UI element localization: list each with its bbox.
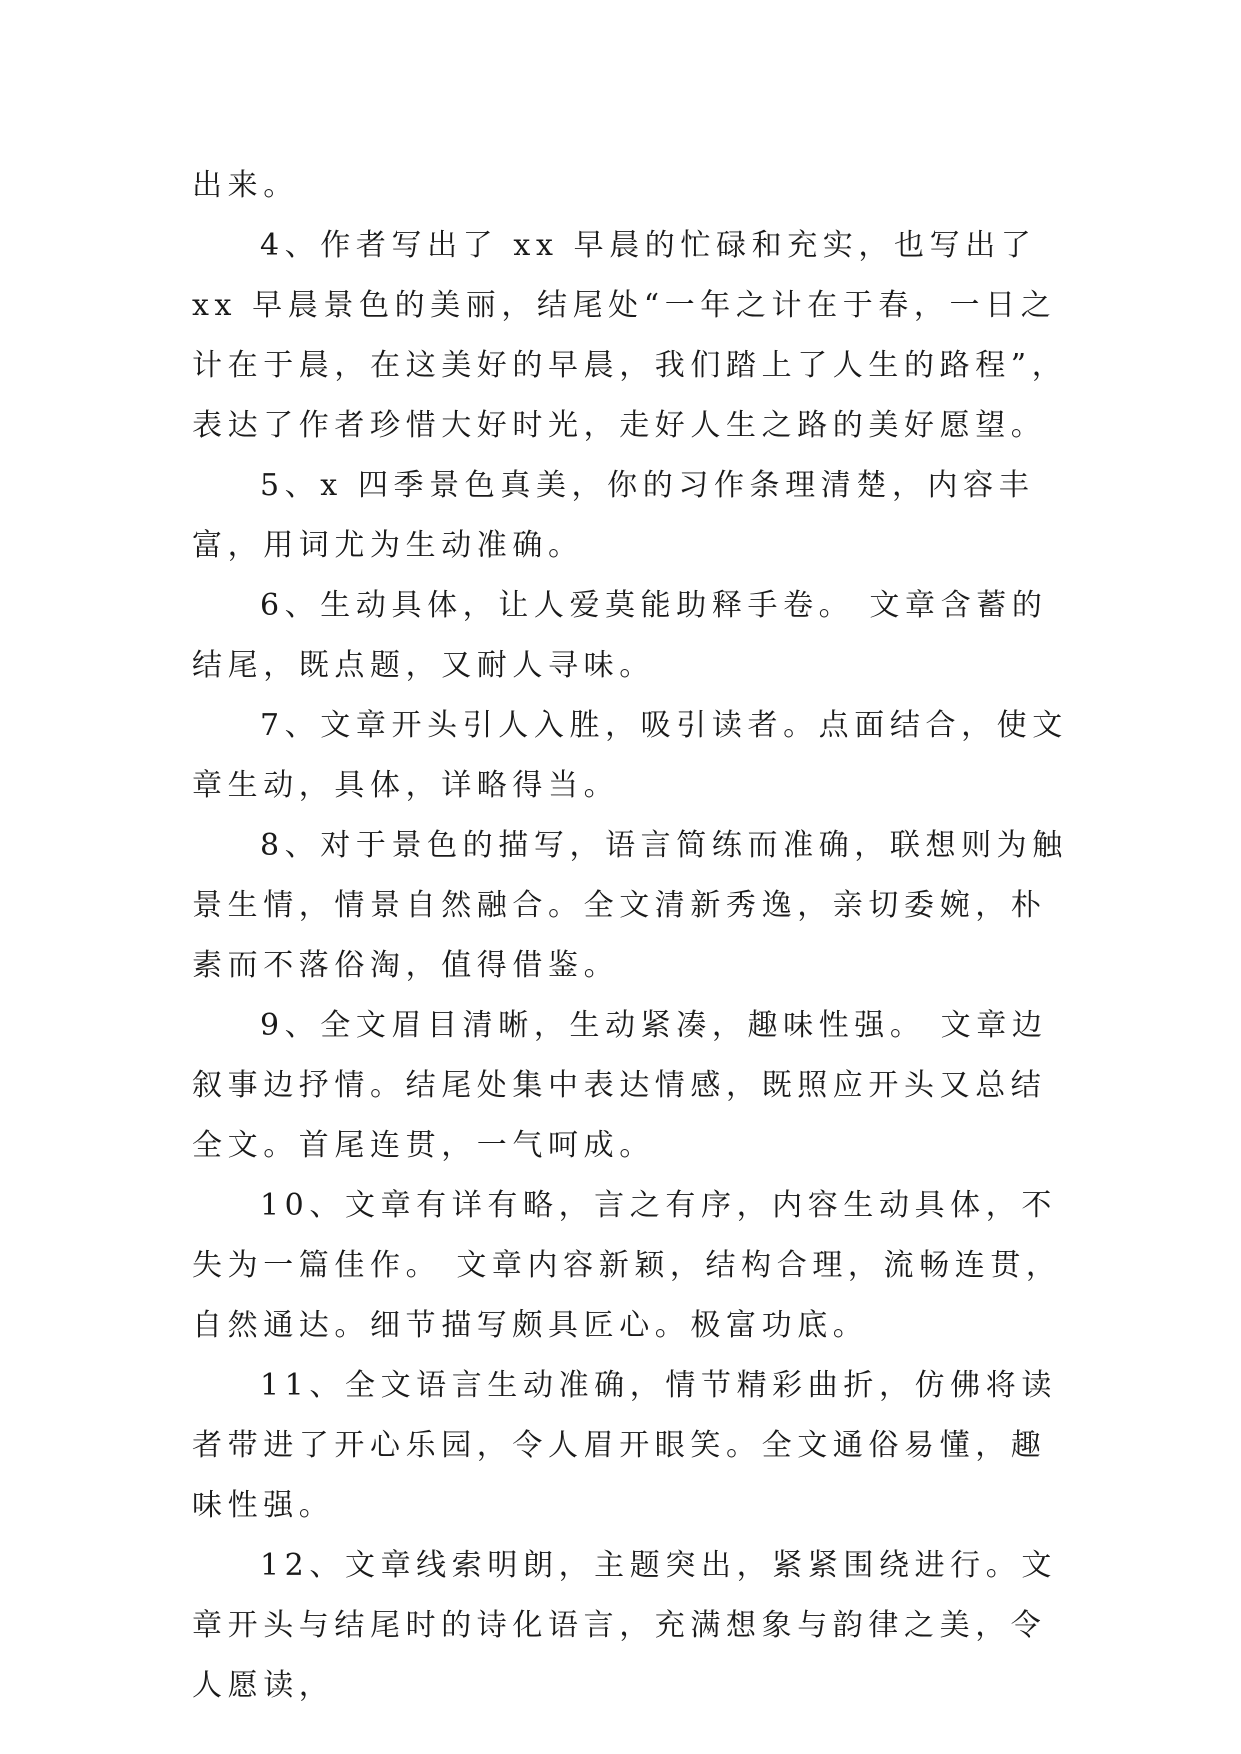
paragraph-item-8: 8、对于景色的描写，语言简练而准确，联想则为触景生情，情景自然融合。全文清新秀逸，亲切委婉，朴素而不落俗淘，值得借鉴。 (192, 828, 1068, 983)
paragraph-item-6: 6、生动具体，让人爱莫能助释手卷。 文章含蓄的结尾，既点题，又耐人寻味。 (192, 588, 1048, 683)
body-text (192, 156, 1072, 1716)
paragraph-item-4: 4、作者写出了 xx 早晨的忙碌和充实，也写出了 xx 早晨景色的美丽，结尾处“一年之计在于春，一日之计在于晨，在这美好的早晨，我们踏上了人生的路程”，表达了作者珍惜大好时光，走好人生之路的美好愿望。 (192, 228, 1068, 443)
paragraph-item-11: 11、全文语言生动准确，情节精彩曲折，仿佛将读者带进了开心乐园，令人眉开眼笑。全文通俗易懂，趣味性强。 (192, 1368, 1057, 1523)
paragraph-item-5: 5、x 四季景色真美，你的习作条理清楚，内容丰富，用词尤为生动准确。 (192, 468, 1035, 563)
paragraph-item-10: 10、文章有详有略，言之有序，内容生动具体，不失为一篇佳作。 文章内容新颖，结构合理，流畅连贯，自然通达。细节描写颇具匠心。极富功底。 (192, 1188, 1062, 1343)
paragraph-item-12: 12、文章线索明朗，主题突出，紧紧围绕进行。文章开头与结尾时的诗化语言，充满想象与韵律之美，令人愿读， (192, 1548, 1057, 1703)
paragraph-item-9: 9、全文眉目清晰，生动紧凑，趣味性强。 文章边叙事边抒情。结尾处集中表达情感，既照应开头又总结全文。首尾连贯，一气呵成。 (192, 1008, 1048, 1163)
paragraph-continuation: 出来。 (192, 168, 299, 203)
paragraph-item-7: 7、文章开头引人入胜，吸引读者。点面结合，使文章生动，具体，详略得当。 (192, 708, 1068, 803)
